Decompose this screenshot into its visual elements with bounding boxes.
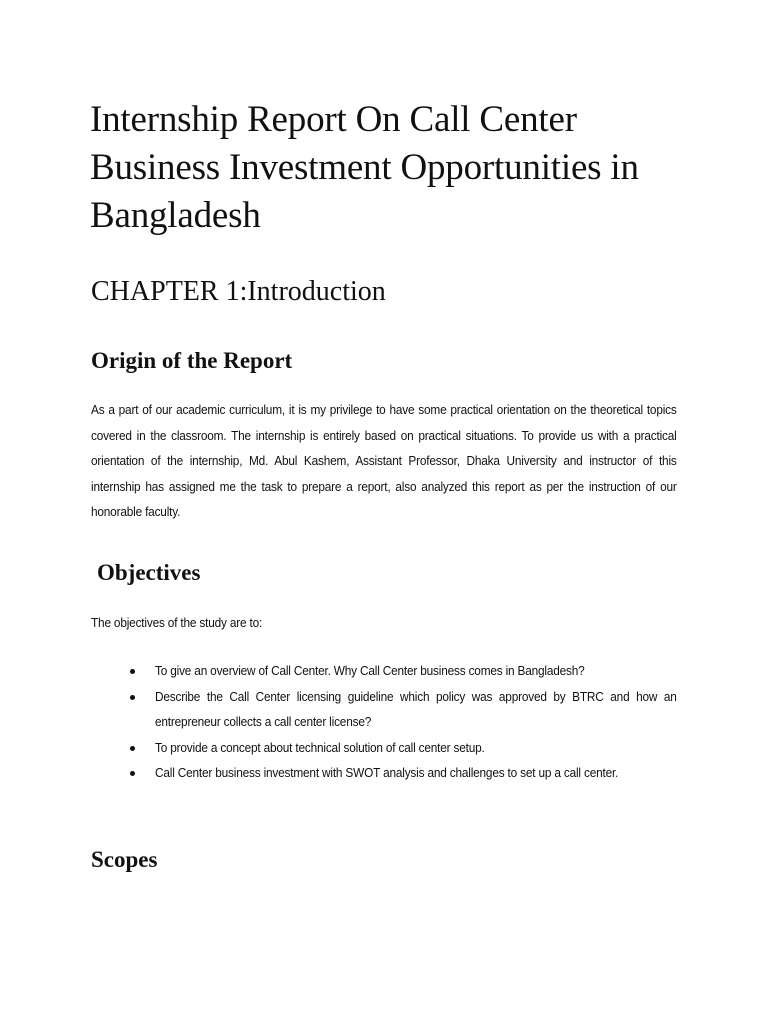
origin-heading: Origin of the Report <box>91 348 293 373</box>
list-item-text: Describe the Call Center licensing guideline which policy was approved by BTRC and how an entrepreneur collects a call center license? <box>155 689 677 730</box>
bullet-icon <box>130 746 135 751</box>
objectives-heading: Objectives <box>97 560 201 585</box>
objectives-intro: The objectives of the study are to: <box>91 616 263 630</box>
list-item <box>130 659 677 685</box>
list-item <box>130 685 677 736</box>
list-item <box>130 736 677 762</box>
bullet-icon <box>130 695 135 700</box>
objectives-list <box>130 659 677 787</box>
bullet-icon <box>130 669 135 674</box>
document-title: Internship Report On Call Center Business Investment Opportunities in Bangladesh <box>90 99 639 236</box>
list-item-text: To give an overview of Call Center. Why Call Center business comes in Bangladesh? <box>155 664 585 678</box>
scopes-heading: Scopes <box>91 847 158 872</box>
list-item-text: To provide a concept about technical solution of call center setup. <box>155 740 485 755</box>
list-item <box>130 761 677 787</box>
origin-paragraph: As a part of our academic curriculum, it is my privilege to have some practical orientation on the theoretical topics covered in the classroom. The internship is entirely based on practical situations. To provide us with a practical orientation of the internship, Md. Abul Kashem, Assistant Professor, Dhaka University and instructor of this internship has assigned me the task to prepare a report, also analyzed this report as per the instruction of our honorable faculty. <box>91 403 677 520</box>
list-item-text: Call Center business investment with SWOT analysis and challenges to set up a call center. <box>155 766 619 781</box>
bullet-icon <box>130 771 135 776</box>
chapter-heading: CHAPTER 1:Introduction <box>91 276 386 307</box>
